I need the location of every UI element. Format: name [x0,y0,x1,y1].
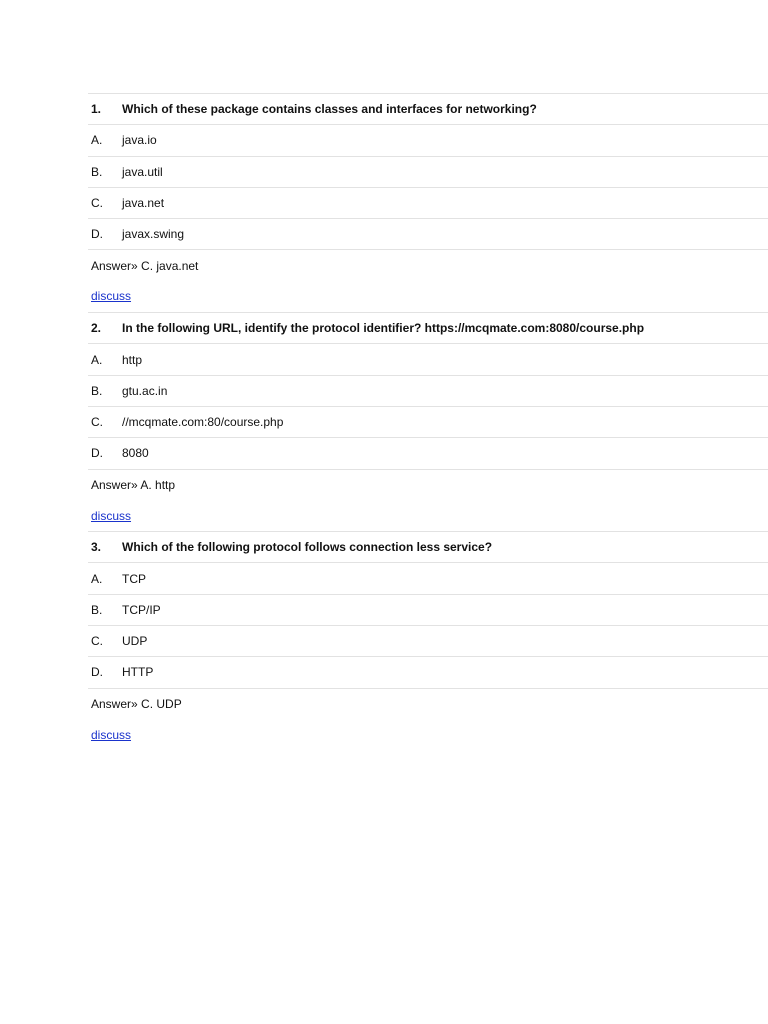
option-row [88,594,768,625]
question-number: 3. [91,540,102,555]
question-block-2 [88,312,768,531]
option-text: UDP [122,634,148,649]
answer-row: Answer» A. http [88,469,768,500]
option-text: java.net [122,196,165,211]
option-letter: B. [91,164,103,179]
option-row [88,218,768,249]
option-text: //mcqmate.com:80/course.php [122,415,284,430]
option-row [88,562,768,593]
option-text: java.util [122,164,163,179]
question-number: 1. [91,102,102,117]
discuss-row [88,281,768,312]
option-letter: C. [91,634,103,649]
mcq-sheet [88,93,768,750]
option-letter: A. [91,571,103,586]
question-text: Which of the following protocol follows connection less service? [122,540,493,555]
option-letter: B. [91,602,103,617]
question-block-3 [88,531,768,750]
option-text: TCP/IP [122,602,161,617]
answer-row: Answer» C. java.net [88,249,768,280]
option-row [88,187,768,218]
discuss-row [88,500,768,531]
option-text: http [122,352,143,367]
question-row [88,531,768,562]
option-letter: C. [91,196,103,211]
question-text: In the following URL, identify the protocol identifier? https://mcqmate.com:8080/course.php [122,321,645,336]
option-letter: D. [91,227,103,242]
option-letter: D. [91,665,103,680]
option-row [88,156,768,187]
discuss-link[interactable]: discuss [91,727,132,742]
question-number: 2. [91,321,102,336]
option-row [88,656,768,687]
option-text: gtu.ac.in [122,383,168,398]
option-letter: C. [91,415,103,430]
discuss-row [88,719,768,750]
option-letter: D. [91,446,103,461]
question-row [88,93,768,124]
option-row [88,124,768,155]
option-text: java.io [122,133,157,148]
question-text: Which of these package contains classes and interfaces for networking? [122,102,537,117]
option-row [88,343,768,374]
discuss-link[interactable]: discuss [91,289,132,304]
discuss-link[interactable]: discuss [91,508,132,523]
option-text: TCP [122,571,146,586]
option-row [88,375,768,406]
question-row [88,312,768,343]
option-row [88,625,768,656]
option-row [88,437,768,468]
question-block-1 [88,93,768,312]
option-text: 8080 [122,446,149,461]
option-letter: A. [91,352,103,367]
answer-row: Answer» C. UDP [88,688,768,719]
option-text: HTTP [122,665,154,680]
option-letter: B. [91,383,103,398]
option-text: javax.swing [122,227,185,242]
option-letter: A. [91,133,103,148]
option-row [88,406,768,437]
